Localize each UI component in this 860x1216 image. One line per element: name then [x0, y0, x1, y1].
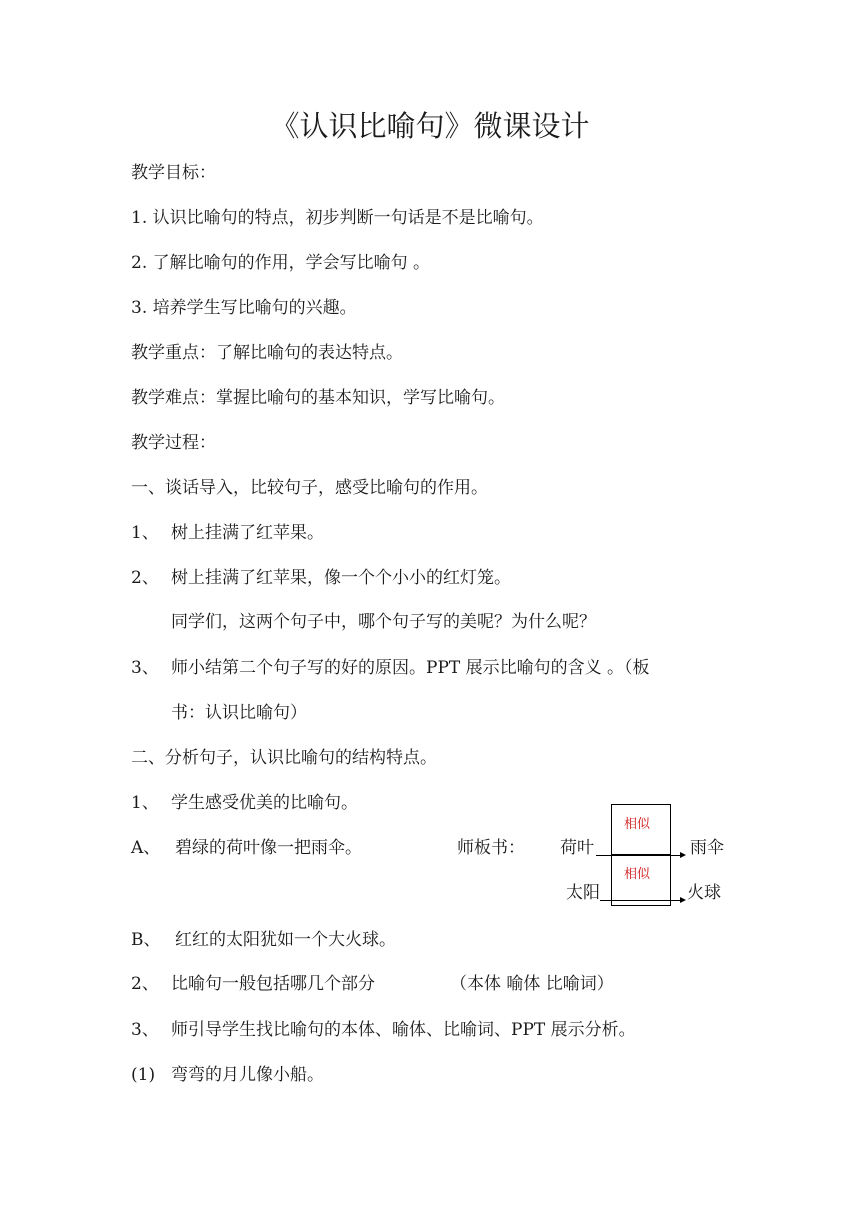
s2-item-3-text: 师引导学生找比喻句的本体、喻体、比喻词、PPT 展示分析。	[171, 1020, 636, 1040]
page-title: 《认识比喻句》微课设计	[270, 109, 590, 143]
teaching-difficulty: 教学难点：掌握比喻句的基本知识，学写比喻句。	[131, 388, 505, 408]
similarity-label-1: 相似	[624, 817, 651, 832]
s1-item-3-text: 师小结第二个句子写的好的原因。PPT 展示比喻句的含义 。（板	[171, 658, 650, 678]
arrow-icon	[680, 897, 686, 903]
section-2-heading: 二、分析句子，认识比喻句的结构特点。	[131, 748, 437, 768]
s2-item-1	[131, 791, 358, 815]
s1-item-2	[131, 566, 511, 590]
connector-line-2	[600, 900, 680, 901]
s2-item-1-number: 1、	[131, 793, 159, 813]
s2-item-2-parts: （本体 喻体 比喻词）	[450, 974, 614, 994]
s2-example-a-number: A、	[131, 838, 161, 858]
s2-example-b	[131, 928, 396, 952]
s1-item-1-text: 树上挂满了红苹果。	[171, 523, 324, 543]
goal-1: 1. 认识比喻句的特点，初步判断一句话是不是比喻句。	[131, 208, 544, 228]
similarity-label-2: 相似	[624, 867, 651, 882]
s2-example-a	[131, 836, 362, 860]
s1-item-3-number: 3、	[131, 658, 159, 678]
vehicle-1: 雨伞	[690, 838, 724, 858]
arrow-icon	[680, 852, 686, 858]
connector-line-1	[596, 855, 680, 856]
s2-item-2	[131, 972, 375, 996]
s2-example-b-text: 红红的太阳犹如一个大火球。	[175, 930, 396, 950]
s1-item-2-text: 树上挂满了红苹果，像一个个小小的红灯笼。	[171, 568, 511, 588]
s2-item-2-number: 2、	[131, 974, 159, 994]
tenor-2: 太阳	[566, 883, 600, 903]
s2-item-2-text: 比喻句一般包括哪几个部分	[171, 974, 375, 994]
teaching-focus: 教学重点：了解比喻句的表达特点。	[131, 343, 403, 363]
s2-item-3-number: 3、	[131, 1020, 159, 1040]
section-1-heading: 一、谈话导入，比较句子，感受比喻句的作用。	[131, 478, 488, 498]
board-label: 师板书：	[457, 838, 525, 858]
s1-item-1	[131, 521, 324, 545]
s1-item-1-number: 1、	[131, 523, 159, 543]
s2-example-1-text: 弯弯的月儿像小船。	[171, 1065, 324, 1085]
s2-item-3	[131, 1018, 636, 1042]
s1-question: 同学们，这两个句子中，哪个句子写的美呢？为什么呢？	[171, 612, 596, 632]
s1-item-3	[131, 656, 650, 680]
process-heading: 教学过程：	[131, 433, 216, 453]
s2-example-b-number: B、	[131, 930, 161, 950]
s1-item-2-number: 2、	[131, 568, 159, 588]
s2-item-1-text: 学生感受优美的比喻句。	[171, 793, 358, 813]
s2-example-1-number: (1)	[131, 1065, 156, 1085]
s2-example-1	[131, 1063, 324, 1087]
goal-2: 2. 了解比喻句的作用，学会写比喻句 。	[131, 253, 431, 273]
s1-item-3-continued: 书：认识比喻句）	[171, 703, 307, 723]
vehicle-2: 火球	[687, 883, 721, 903]
goals-heading: 教学目标：	[131, 163, 216, 183]
s2-example-a-text: 碧绿的荷叶像一把雨伞。	[175, 838, 362, 858]
goal-3: 3. 培养学生写比喻句的兴趣。	[131, 298, 357, 318]
tenor-1: 荷叶	[560, 838, 594, 858]
